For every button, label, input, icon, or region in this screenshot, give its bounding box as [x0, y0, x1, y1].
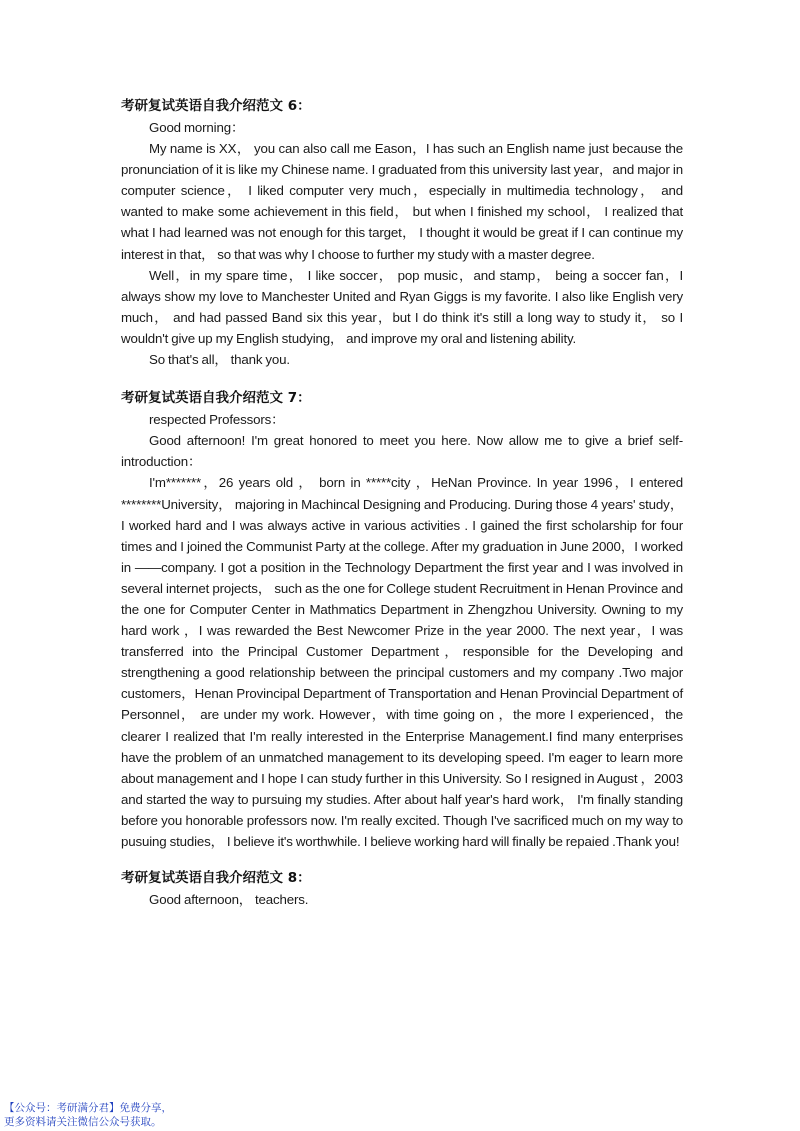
paragraph: Good morning： [149, 120, 245, 135]
footer-line: 更多资料请关注微信公众号获取。 [4, 1116, 162, 1128]
paragraph: So that's all， thank you. [149, 352, 290, 368]
section-spacer [121, 852, 683, 868]
section-7 [121, 388, 683, 852]
section-spacer [121, 370, 683, 388]
section-title: 考研复试英语自我介绍范文 6： [121, 98, 311, 114]
footer-line: 【公众号：考研满分君】免费分享， [4, 1102, 172, 1114]
paragraph: I'm*******，26 years old ， born in *****city ，HeNan Province. In year 1996，I entered ********University， majoring in Machincal Designing and Producing. During those 4 years' study，I worked hard and I was always active in various activities . I gained the first scholarship for four times and I joined the Communist Party at the college. After my graduation in June 2000，I worked in ——company. I got a position in the Technology Department the first year and I was involved in several internet projects， such as the one for College student Recruitment in Henan Province and the one for Computer Center in Mathmatics Department in Zhengzhou University. Owning to my hard work ，I was rewarded the Best Newcomer Prize in the year 2000. The next year，I was transferred into the Principal Customer Department，responsible for the Developing and strengthening a good relationship between the principal customers and my company .Two major customers，Henan Provincipal Department of Transportation and Henan Provincial Department of Personnel， are under my work. However，with time going on ，the more I experienced，the clearer I realized that I'm really interested in the Enterprise Management.I find many enterprises have the problem of an unmatched management to its developing speed. I'm eager to learn more about management and I hope I can study further in this University. So I resigned in August ，2003 and started the way to pursuing my studies. After about half year's hard work， I'm finally standing before you honorable professors now. I'm really excited. Though I've sacrificed much on my way to pusuing studies， I believe it's worthwhile. I believe working hard will finally be repaied .Thank you! [121, 475, 683, 849]
section-6 [121, 96, 683, 370]
paragraph: respected Professors： [149, 412, 285, 428]
document-body [121, 96, 683, 910]
paragraph: Well，in my spare time， I like soccer， pop music，and stamp， being a soccer fan，I always show my love to Manchester United and Ryan Giggs is my favorite. I also like English very much， and had passed Band six this year，but I do think it's still a long way to study it， so I wouldn't give up my English studying， and improve my oral and listening ability. [121, 267, 683, 346]
section-8 [121, 868, 683, 910]
paragraph: Good afternoon， teachers. [149, 892, 309, 908]
paragraph: My name is XX， you can also call me Eason，I has such an English name just because the pronunciation of it is like my Chinese name. I graduated from this university last year，and major in computer science， I liked computer very much，especially in multimedia technology， and wanted to make some achievement in this field， but when I finished my school， I realized that what I had learned was not enough for this target， I thought it would be great if I can continue my interest in that， so that was why I choose to further my study with a master degree. [121, 141, 683, 262]
section-title: 考研复试英语自我介绍范文 8： [121, 870, 311, 887]
section-title: 考研复试英语自我介绍范文 7： [121, 390, 311, 407]
watermark-footer [4, 1101, 172, 1129]
paragraph: Good afternoon! I'm great honored to meet you here. Now allow me to give a brief self-introduction： [121, 433, 683, 470]
